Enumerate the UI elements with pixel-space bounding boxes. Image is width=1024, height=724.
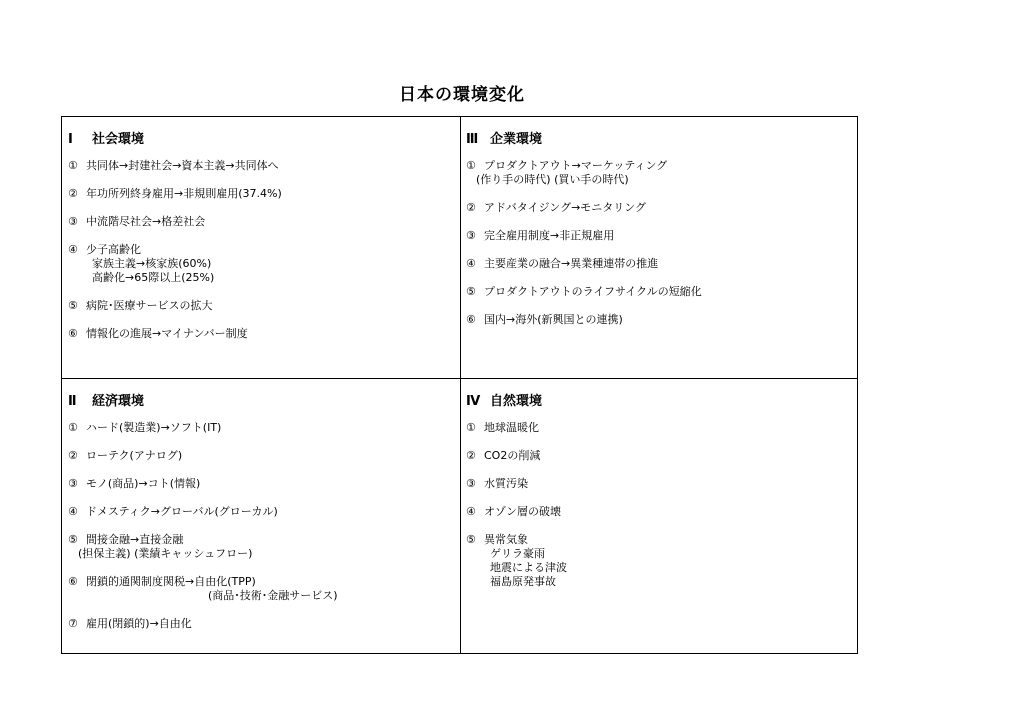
item-text: ドメスティク→グローバル(グローカル) xyxy=(86,505,278,518)
list-item xyxy=(466,313,854,327)
item-text: 閉鎖的通関制度関税→自由化(TPP) xyxy=(86,575,256,588)
horizontal-divider xyxy=(62,378,857,379)
item-subline: 福島原発事故 xyxy=(490,575,556,588)
item-mark: ③ xyxy=(68,215,78,228)
item-text: CO2の削減 xyxy=(484,449,541,462)
list-item xyxy=(466,229,854,243)
item-text: 間接金融→直接金融 xyxy=(86,533,184,546)
item-subline: ゲリラ豪雨 xyxy=(490,547,545,560)
item-text: 少子高齢化 xyxy=(86,243,141,256)
environment-grid xyxy=(61,116,858,654)
item-mark: ⑥ xyxy=(466,313,476,326)
list-item xyxy=(466,257,854,271)
item-mark: ② xyxy=(466,201,476,214)
list-item xyxy=(68,243,456,285)
list-item xyxy=(68,617,456,631)
list-item xyxy=(466,159,854,187)
item-continuation: (作り手の時代) (買い手の時代) xyxy=(476,173,629,186)
item-subline: 家族主義→核家族(60%) xyxy=(92,257,212,270)
page-title: 日本の環境変化 xyxy=(399,85,525,105)
item-mark: ② xyxy=(68,187,78,200)
item-text: 年功所列終身雇用→非規則雇用(37.4%) xyxy=(86,187,282,200)
list-item xyxy=(68,215,456,229)
item-continuation: (担保主義) (業績キャッシュフロー) xyxy=(78,547,253,560)
list-item xyxy=(466,201,854,215)
item-mark: ⑤ xyxy=(466,533,476,546)
list-item xyxy=(466,449,854,463)
item-text: 主要産業の融合→異業種連帯の推進 xyxy=(484,257,659,270)
quadrant-social xyxy=(68,131,456,355)
item-text: 雇用(閉鎖的)→自由化 xyxy=(86,617,192,630)
list-item xyxy=(68,187,456,201)
list-item xyxy=(466,533,854,589)
vertical-divider xyxy=(460,117,461,653)
item-mark: ⑤ xyxy=(68,533,78,546)
list-item xyxy=(68,449,456,463)
quadrant-title: 経済環境 xyxy=(92,394,145,409)
quadrant-natural xyxy=(466,393,854,603)
list-item xyxy=(466,477,854,491)
item-mark: ⑦ xyxy=(68,617,78,630)
item-mark: ④ xyxy=(68,243,78,256)
list-item xyxy=(68,421,456,435)
item-mark: ⑤ xyxy=(466,285,476,298)
quadrant-number: Ⅲ xyxy=(466,132,479,147)
quadrant-heading xyxy=(466,393,854,411)
item-text: 異常気象 xyxy=(484,533,528,546)
item-mark: ① xyxy=(68,421,78,434)
item-text: 国内→海外(新興国との連携) xyxy=(484,313,623,326)
item-text: 情報化の進展→マイナンバー制度 xyxy=(86,327,248,340)
quadrant-title: 社会環境 xyxy=(92,132,145,147)
item-text: オゾン層の破壊 xyxy=(484,505,561,518)
item-mark: ① xyxy=(466,421,476,434)
quadrant-number: Ⅳ xyxy=(466,394,481,409)
quadrant-heading xyxy=(68,131,456,149)
item-mark: ⑤ xyxy=(68,299,78,312)
item-text: 共同体→封建社会→資本主義→共同体へ xyxy=(86,159,279,172)
item-text: モノ(商品)→コト(情報) xyxy=(86,477,201,490)
quadrant-title: 自然環境 xyxy=(490,394,543,409)
item-continuation: (商品･技術･金融サービス) xyxy=(208,589,338,602)
quadrant-corporate xyxy=(466,131,854,341)
list-item xyxy=(68,159,456,173)
item-text: プロダクトアウト→マーケッティング xyxy=(484,159,668,172)
list-item xyxy=(68,477,456,491)
list-item xyxy=(466,285,854,299)
item-text: プロダクトアウトのライフサイクルの短縮化 xyxy=(484,285,702,298)
item-mark: ④ xyxy=(466,505,476,518)
quadrant-number: Ⅱ xyxy=(68,394,77,409)
list-item xyxy=(466,421,854,435)
item-text: 病院･医療サービスの拡大 xyxy=(86,299,213,312)
quadrant-number: Ⅰ xyxy=(68,132,73,147)
list-item xyxy=(68,533,456,561)
quadrant-title: 企業環境 xyxy=(490,132,543,147)
item-mark: ④ xyxy=(68,505,78,518)
list-item xyxy=(68,327,456,341)
quadrant-economic xyxy=(68,393,456,645)
item-text: 地球温暖化 xyxy=(484,421,539,434)
item-mark: ③ xyxy=(68,477,78,490)
list-item xyxy=(466,505,854,519)
item-mark: ⑥ xyxy=(68,327,78,340)
item-text: 中流階尽社会→格差社会 xyxy=(86,215,206,228)
quadrant-heading xyxy=(466,131,854,149)
list-item xyxy=(68,505,456,519)
quadrant-heading xyxy=(68,393,456,411)
list-item xyxy=(68,575,456,603)
item-text: ローテク(アナログ) xyxy=(86,449,183,462)
item-text: アドバタイジング→モニタリング xyxy=(484,201,647,214)
item-mark: ② xyxy=(466,449,476,462)
item-subline: 地震による津波 xyxy=(490,561,567,574)
item-mark: ⑥ xyxy=(68,575,78,588)
item-text: 水質汚染 xyxy=(484,477,528,490)
list-item xyxy=(68,299,456,313)
item-mark: ③ xyxy=(466,229,476,242)
item-mark: ① xyxy=(68,159,78,172)
item-text: ハード(製造業)→ソフト(IT) xyxy=(86,421,222,434)
item-mark: ③ xyxy=(466,477,476,490)
item-text: 完全雇用制度→非正規雇用 xyxy=(484,229,615,242)
item-mark: ② xyxy=(68,449,78,462)
item-subline: 高齢化→65際以上(25%) xyxy=(92,271,215,284)
item-mark: ④ xyxy=(466,257,476,270)
item-mark: ① xyxy=(466,159,476,172)
